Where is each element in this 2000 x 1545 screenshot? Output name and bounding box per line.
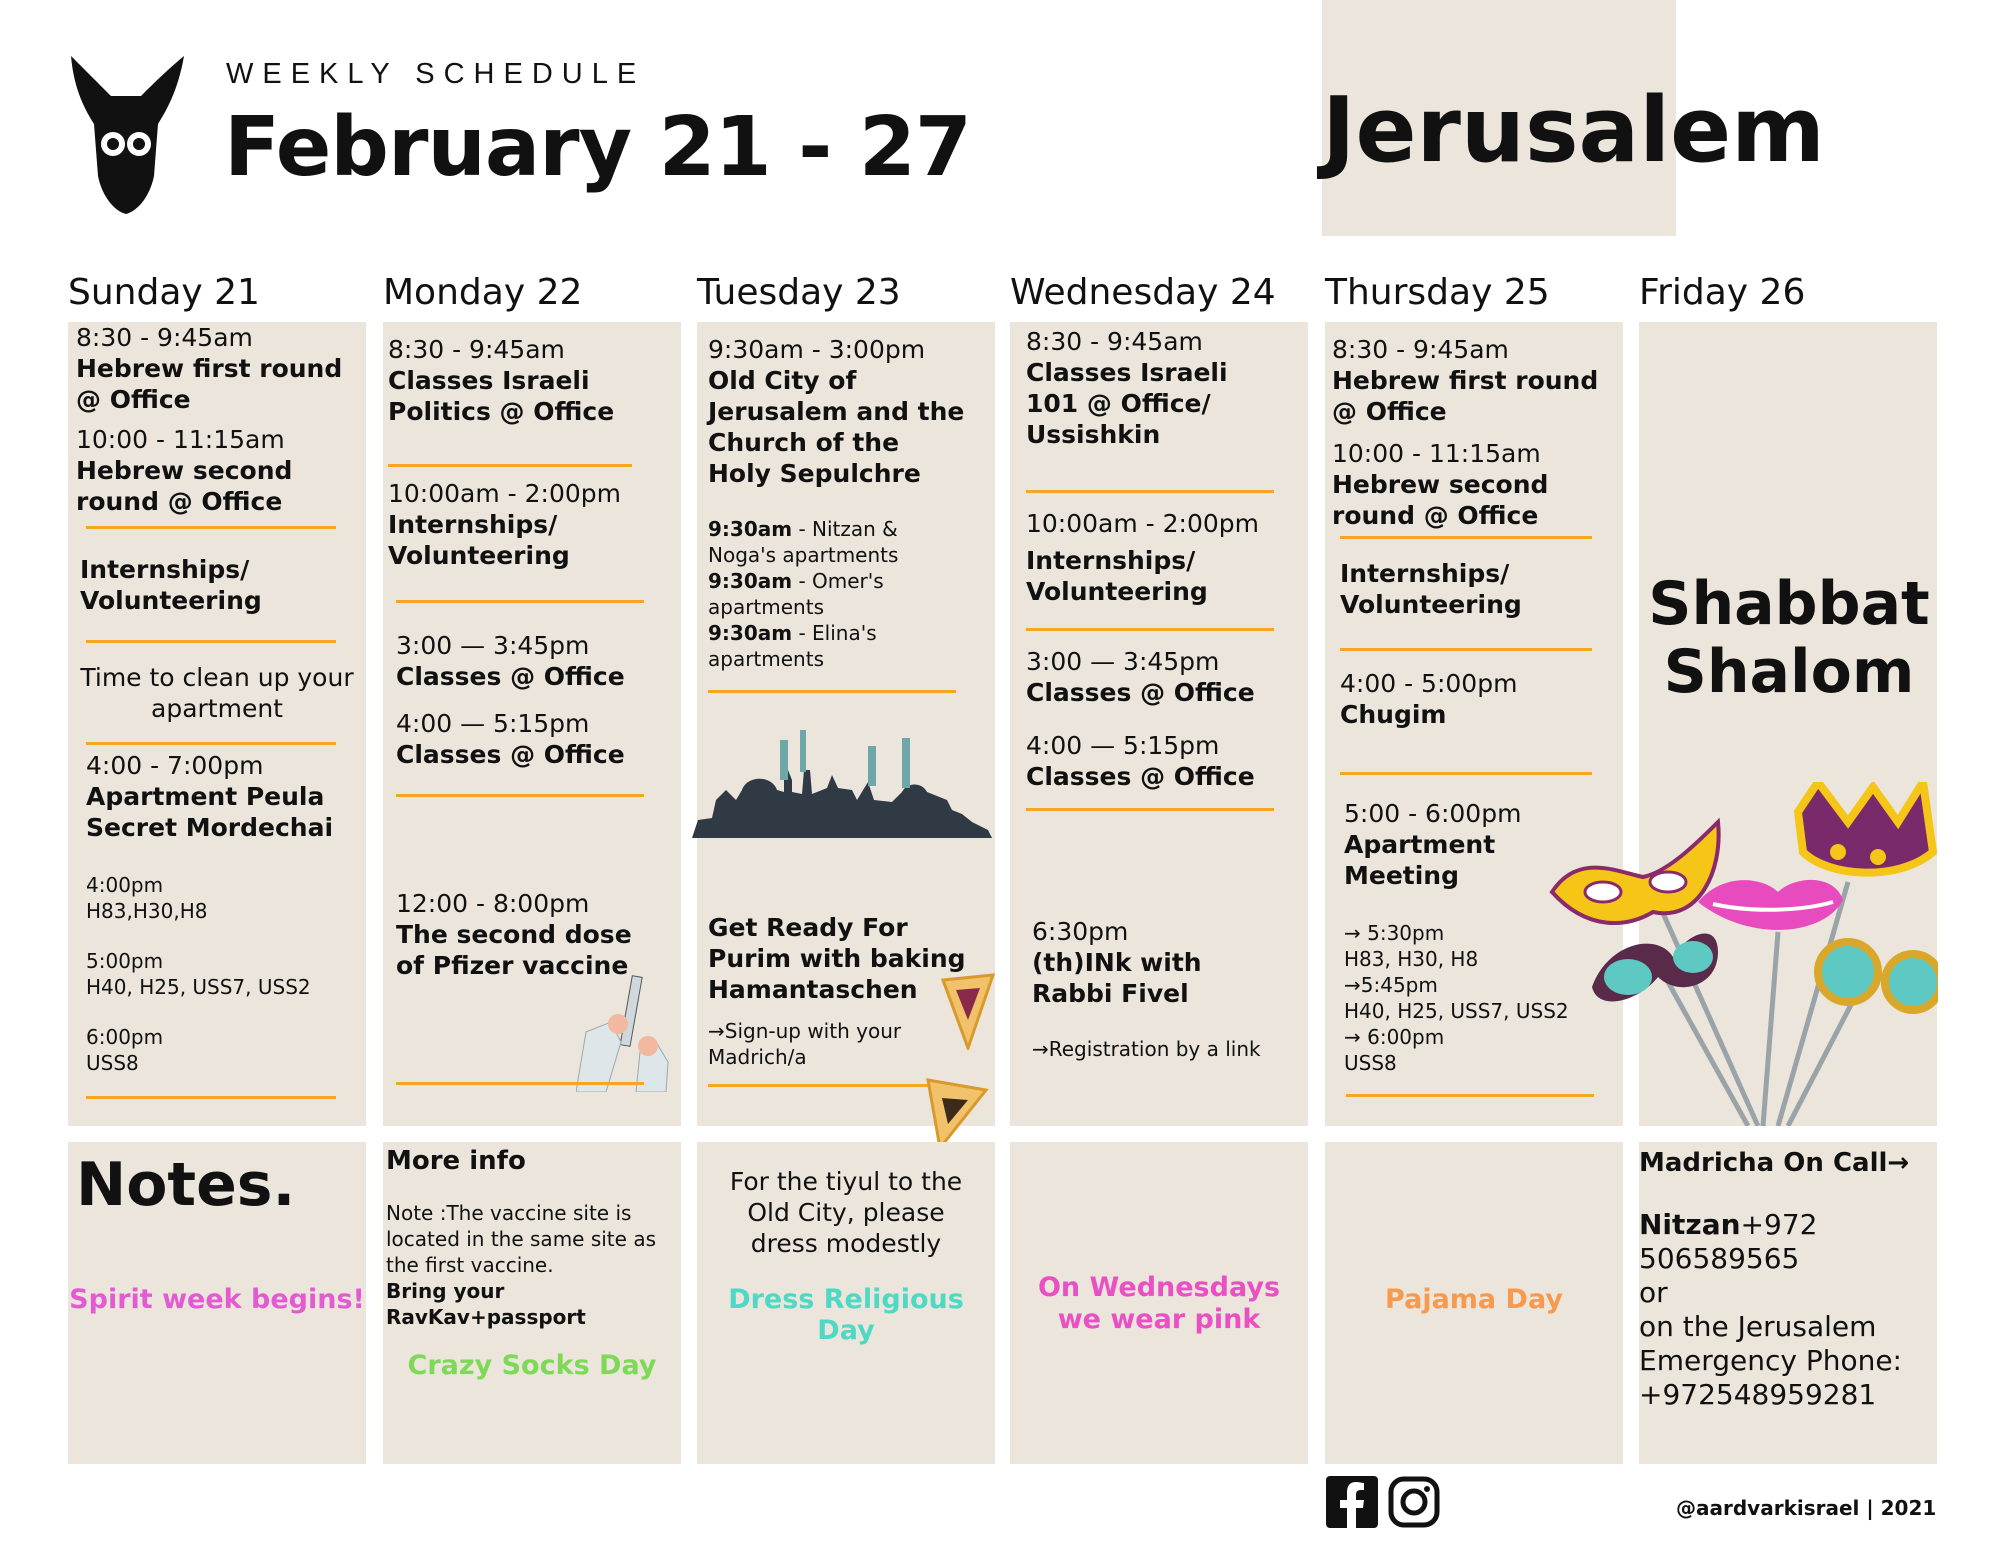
thursday-event-1 xyxy=(1332,334,1608,427)
event-time: 6:30pm xyxy=(1032,917,1129,946)
event-time: 9:30am - 3:00pm xyxy=(708,335,926,364)
event-title: Classes @ Office xyxy=(396,740,625,769)
divider xyxy=(86,742,336,745)
social-handle: @aardvarkisrael | 2021 xyxy=(1676,1496,1937,1520)
vaccine-illustration-icon xyxy=(576,972,672,1092)
divider xyxy=(708,690,956,693)
purim-masks-icon xyxy=(1548,782,1938,1126)
event-title: Hebrew first round @ Office xyxy=(1332,366,1599,426)
monday-event-4 xyxy=(396,708,666,770)
hamantasch-icon xyxy=(938,970,998,1050)
event-title: Apartment Meeting xyxy=(1344,830,1496,890)
event-title: Classes @ Office xyxy=(396,662,625,691)
event-time: 4:00 - 5:00pm xyxy=(1340,669,1518,698)
instagram-icon[interactable] xyxy=(1388,1476,1440,1528)
page-subtitle: WEEKLY SCHEDULE xyxy=(226,58,646,90)
thursday-theme: Pajama Day xyxy=(1385,1284,1563,1315)
event-title: Hebrew second round @ Office xyxy=(76,456,293,516)
divider xyxy=(86,640,336,643)
wednesday-theme: On Wednesdays we wear pink xyxy=(1037,1272,1281,1335)
sunday-event-3: Internships/ Volunteering xyxy=(80,555,262,615)
event-time: 4:00 — 5:15pm xyxy=(396,709,590,738)
divider xyxy=(86,1096,336,1099)
tuesday-theme: Dress Religious Day xyxy=(728,1284,964,1346)
event-title: Chugim xyxy=(1340,700,1447,729)
event-time: 10:00am - 2:00pm xyxy=(388,479,621,508)
wednesday-event-2 xyxy=(1026,508,1306,607)
event-title: Get Ready For Purim with baking Hamantaschen xyxy=(708,913,966,1004)
monday-event-1 xyxy=(388,334,650,427)
divider xyxy=(396,600,644,603)
tuesday-event-1 xyxy=(708,334,970,489)
event-title: Classes @ Office xyxy=(1026,762,1255,791)
divider xyxy=(86,526,336,529)
day-header-tuesday: Tuesday 23 xyxy=(697,272,901,313)
monday-event-2 xyxy=(388,478,668,571)
page-title: February 21 - 27 xyxy=(224,100,971,195)
divider xyxy=(1340,536,1592,539)
divider xyxy=(1340,648,1592,651)
wednesday-event-5 xyxy=(1032,916,1302,1009)
event-time: 3:00 — 3:45pm xyxy=(1026,647,1220,676)
event-time: 5:00 - 6:00pm xyxy=(1344,799,1522,828)
vaccine-note: Note :The vaccine site is located in the same site as the first vaccine. Bring your RavKav+passport xyxy=(386,1201,656,1329)
wednesday-registration-note: →Registration by a link xyxy=(1032,1037,1261,1061)
monday-event-3 xyxy=(396,630,666,692)
wednesday-event-4 xyxy=(1026,730,1296,792)
shabbat-shalom-text: Shabbat Shalom xyxy=(1648,569,1930,707)
tuesday-pickups: 9:30am - Nitzan & Noga's apartments 9:30am - Omer's apartments 9:30am - Elina's apartments xyxy=(708,517,899,671)
event-title: Apartment Peula Secret Mordechai xyxy=(86,782,334,842)
event-title: Hebrew second round @ Office xyxy=(1332,470,1549,530)
event-title: The second dose of Pfizer vaccine xyxy=(396,920,632,980)
facebook-icon[interactable] xyxy=(1326,1476,1378,1528)
event-time: 12:00 - 8:00pm xyxy=(396,889,590,918)
event-title: Internships/ Volunteering xyxy=(388,510,570,570)
more-info-heading: More info xyxy=(386,1146,526,1176)
sunday-theme: Spirit week begins! xyxy=(69,1284,365,1315)
event-time: 3:00 — 3:45pm xyxy=(396,631,590,660)
jerusalem-skyline-icon xyxy=(692,730,992,840)
sunday-group-1: 4:00pm H83,H30,H8 xyxy=(86,873,208,923)
event-title: Hebrew first round @ Office xyxy=(76,354,343,414)
event-time: 8:30 - 9:45am xyxy=(76,323,253,352)
sunday-group-3: 6:00pm USS8 xyxy=(86,1025,164,1075)
on-call-contact: Nitzan+972 506589565 or on the Jerusalem Emergency Phone: +972548959281 xyxy=(1639,1208,1902,1411)
sunday-event-2 xyxy=(76,424,356,517)
day-header-friday: Friday 26 xyxy=(1639,272,1806,313)
event-time: 10:00am - 2:00pm xyxy=(1026,509,1259,538)
hamantasch-icon xyxy=(920,1060,990,1150)
event-time: 10:00 - 11:15am xyxy=(1332,439,1541,468)
event-title: Classes Israeli 101 @ Office/ Ussishkin xyxy=(1026,358,1228,449)
event-title: Classes Israeli Politics @ Office xyxy=(388,366,615,426)
divider xyxy=(708,1084,956,1087)
divider xyxy=(1026,490,1274,493)
event-time: 8:30 - 9:45am xyxy=(388,335,565,364)
tiyul-dress-note: For the tiyul to the Old City, please dress modestly xyxy=(729,1167,963,1258)
divider xyxy=(1026,628,1274,631)
event-time: 8:30 - 9:45am xyxy=(1026,327,1203,356)
day-header-wednesday: Wednesday 24 xyxy=(1010,272,1276,313)
sunday-group-2: 5:00pm H40, H25, USS7, USS2 xyxy=(86,949,311,999)
divider xyxy=(1026,808,1274,811)
divider xyxy=(1340,772,1592,775)
day-header-thursday: Thursday 25 xyxy=(1325,272,1550,313)
monday-theme: Crazy Socks Day xyxy=(407,1350,657,1381)
sunday-event-1 xyxy=(76,322,356,415)
event-time: 10:00 - 11:15am xyxy=(76,425,285,454)
day-header-monday: Monday 22 xyxy=(383,272,583,313)
monday-event-5 xyxy=(396,888,646,981)
day-header-sunday: Sunday 21 xyxy=(68,272,260,313)
event-time: 4:00 — 5:15pm xyxy=(1026,731,1220,760)
thursday-event-4 xyxy=(1340,668,1610,730)
divider xyxy=(396,1082,644,1085)
notes-heading: Notes. xyxy=(76,1150,296,1220)
sunday-event-5 xyxy=(86,750,356,843)
event-title: Internships/ Volunteering xyxy=(1026,546,1208,606)
madricha-on-call-heading: Madricha On Call→ xyxy=(1639,1148,1910,1178)
divider xyxy=(396,794,644,797)
city-name: Jerusalem xyxy=(1322,78,1825,183)
event-title: Old City of Jerusalem and the Church of the Holy Sepulchre xyxy=(708,366,965,488)
thursday-event-2 xyxy=(1332,438,1608,531)
aardvark-logo-icon xyxy=(66,56,186,216)
thursday-event-3: Internships/ Volunteering xyxy=(1340,559,1522,619)
thursday-groups: → 5:30pm H83, H30, H8 →5:45pm H40, H25, USS7, USS2 → 6:00pm USS8 xyxy=(1344,921,1569,1075)
event-title: Classes @ Office xyxy=(1026,678,1255,707)
event-time: 4:00 - 7:00pm xyxy=(86,751,264,780)
tuesday-signup-note: →Sign-up with your Madrich/a xyxy=(708,1019,902,1069)
event-title: (th)INk with Rabbi Fivel xyxy=(1032,948,1202,1008)
wednesday-event-3 xyxy=(1026,646,1296,708)
wednesday-event-1 xyxy=(1026,326,1296,450)
event-time: 8:30 - 9:45am xyxy=(1332,335,1509,364)
sunday-event-4: Time to clean up your apartment xyxy=(80,663,354,723)
divider xyxy=(388,464,632,467)
